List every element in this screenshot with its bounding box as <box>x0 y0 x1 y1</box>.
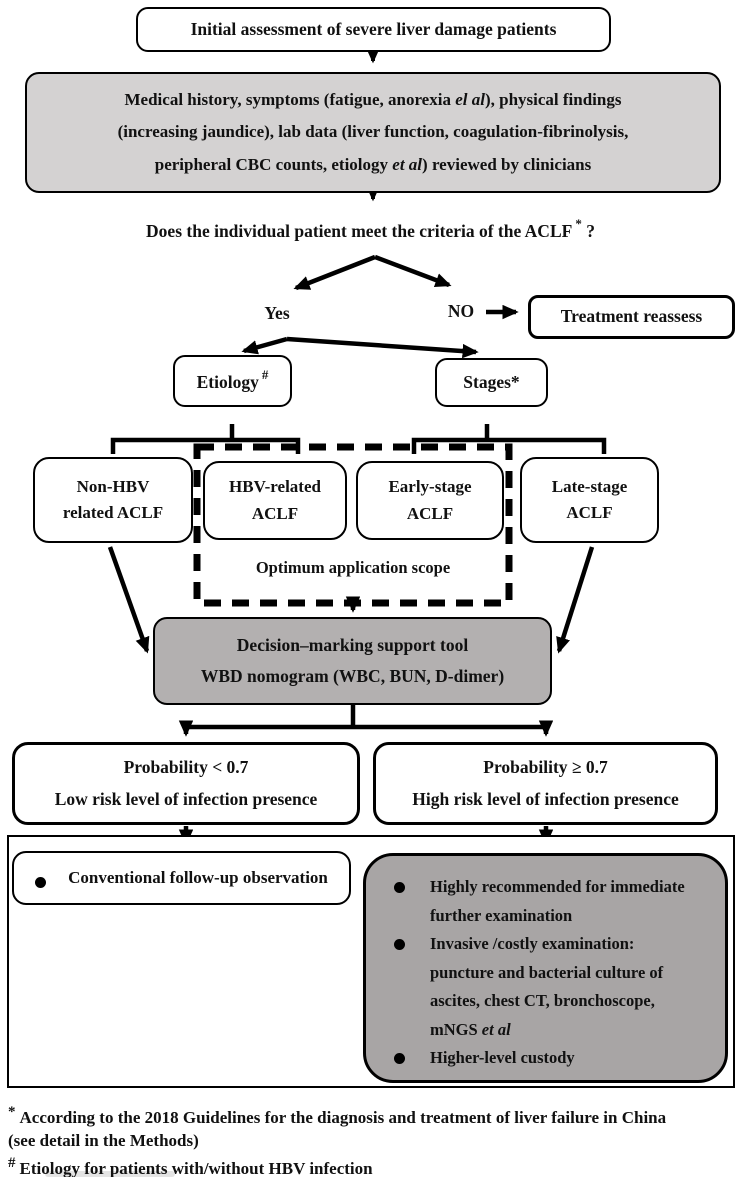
hash-superscript: # <box>261 367 269 383</box>
bullet-icon <box>394 882 405 893</box>
action-2-line-4-italic: et al <box>481 1019 511 1039</box>
review-line-2: (increasing jaundice), lab data (liver function, coagulation-fibrinolysis, <box>117 122 629 142</box>
review-line-1 <box>125 84 622 116</box>
early-line-2: ACLF <box>406 503 454 523</box>
high-risk-line-2: High risk level of infection presence <box>412 788 679 809</box>
criteria-question <box>0 216 741 242</box>
decision-line-2: WBD nomogram (WBC, BUN, D-dimer) <box>200 666 505 686</box>
late-line-1: Late-stage <box>551 476 628 496</box>
low-risk-line-2: Low risk level of infection presence <box>54 788 318 809</box>
bullet-icon <box>394 939 405 950</box>
action-2-line-1: Invasive /costly examination: <box>430 934 635 953</box>
action-2-line-3: ascites, chest CT, bronchoscope, <box>430 991 655 1010</box>
review-line-3-italic: et al <box>392 154 423 174</box>
hash-superscript: # <box>8 1155 16 1171</box>
hbv-aclf-box <box>203 461 347 540</box>
review-line-1-tail: ), physical findings <box>484 90 622 110</box>
decision-line-1: Decision–marking support tool <box>236 634 469 655</box>
followup-box <box>12 851 351 905</box>
low-risk-box <box>12 742 360 825</box>
early-stage-aclf-box <box>356 461 504 540</box>
treatment-reassess-box <box>528 295 735 339</box>
bullet-icon <box>35 877 46 888</box>
stages-box <box>435 358 548 407</box>
criteria-question-text: Does the individual patient meet the criteria of the ACLF <box>146 221 573 241</box>
review-line-1-italic: el al <box>455 90 485 110</box>
footnote-1-text: According to the 2018 Guidelines for the diagnosis and treatment of liver failure in China <box>19 1108 667 1127</box>
late-line-2: ACLF <box>566 503 613 522</box>
stages-label: Stages* <box>463 371 520 392</box>
footnote-2-text: Etiology for patients with/without HBV infection <box>19 1159 373 1177</box>
non-hbv-line-2: related ACLF <box>62 503 164 522</box>
action-item-1-text <box>430 873 715 930</box>
action-item-2-text <box>430 930 715 1044</box>
initial-assessment-box <box>136 7 611 52</box>
late-stage-aclf-box <box>520 457 659 543</box>
footnote-2 <box>8 1152 738 1177</box>
action-item-1 <box>394 873 715 930</box>
bullet-icon <box>394 1053 405 1064</box>
decision-support-box <box>153 617 552 705</box>
optimum-scope-label: Optimum application scope <box>255 558 451 577</box>
review-line-1-text: Medical history, symptoms (fatigue, anorexia <box>124 90 456 110</box>
etiology-label <box>197 365 269 396</box>
asterisk-superscript: * <box>575 216 582 231</box>
action-item-2 <box>394 930 715 1044</box>
etiology-box <box>173 355 292 407</box>
treatment-reassess-label: Treatment reassess <box>560 306 703 327</box>
action-3-text: Higher-level custody <box>430 1048 575 1067</box>
yes-branch-label: Yes <box>264 303 290 323</box>
early-line-1: Early-stage <box>388 477 472 497</box>
etiology-text: Etiology <box>196 372 259 393</box>
review-line-3-tail: ) reviewed by clinicians <box>422 154 592 174</box>
non-hbv-aclf-box <box>33 457 193 543</box>
action-1-line-2: further examination <box>430 905 573 925</box>
followup-label: Conventional follow-up observation <box>68 867 328 887</box>
criteria-question-tail: ? <box>581 221 595 241</box>
review-line-3 <box>155 149 591 181</box>
hbv-line-2: ACLF <box>251 503 299 523</box>
action-1-line-1: Highly recommended for immediate <box>430 877 685 896</box>
no-branch-label: NO <box>447 301 475 321</box>
footnote-1-line-1 <box>8 1101 738 1129</box>
high-risk-actions-box <box>363 853 728 1083</box>
action-2-line-4: mNGS <box>430 1019 482 1039</box>
low-risk-line-1: Probability < 0.7 <box>123 757 249 777</box>
high-risk-line-1: Probability ≥ 0.7 <box>483 757 608 777</box>
footnotes <box>8 1101 738 1177</box>
hbv-line-1: HBV-related <box>229 477 321 497</box>
clinician-review-box <box>25 72 721 193</box>
non-hbv-line-1: Non-HBV <box>76 476 150 496</box>
footnote-1-line-2: (see detail in the Methods) <box>8 1131 199 1150</box>
initial-assessment-label: Initial assessment of severe liver damage patients <box>190 18 557 39</box>
action-item-3 <box>394 1044 715 1074</box>
review-line-3-text: peripheral CBC counts, etiology <box>154 154 393 174</box>
action-2-line-2: puncture and bacterial culture of <box>430 962 664 982</box>
high-risk-box <box>373 742 718 825</box>
asterisk-superscript: * <box>8 1104 16 1120</box>
